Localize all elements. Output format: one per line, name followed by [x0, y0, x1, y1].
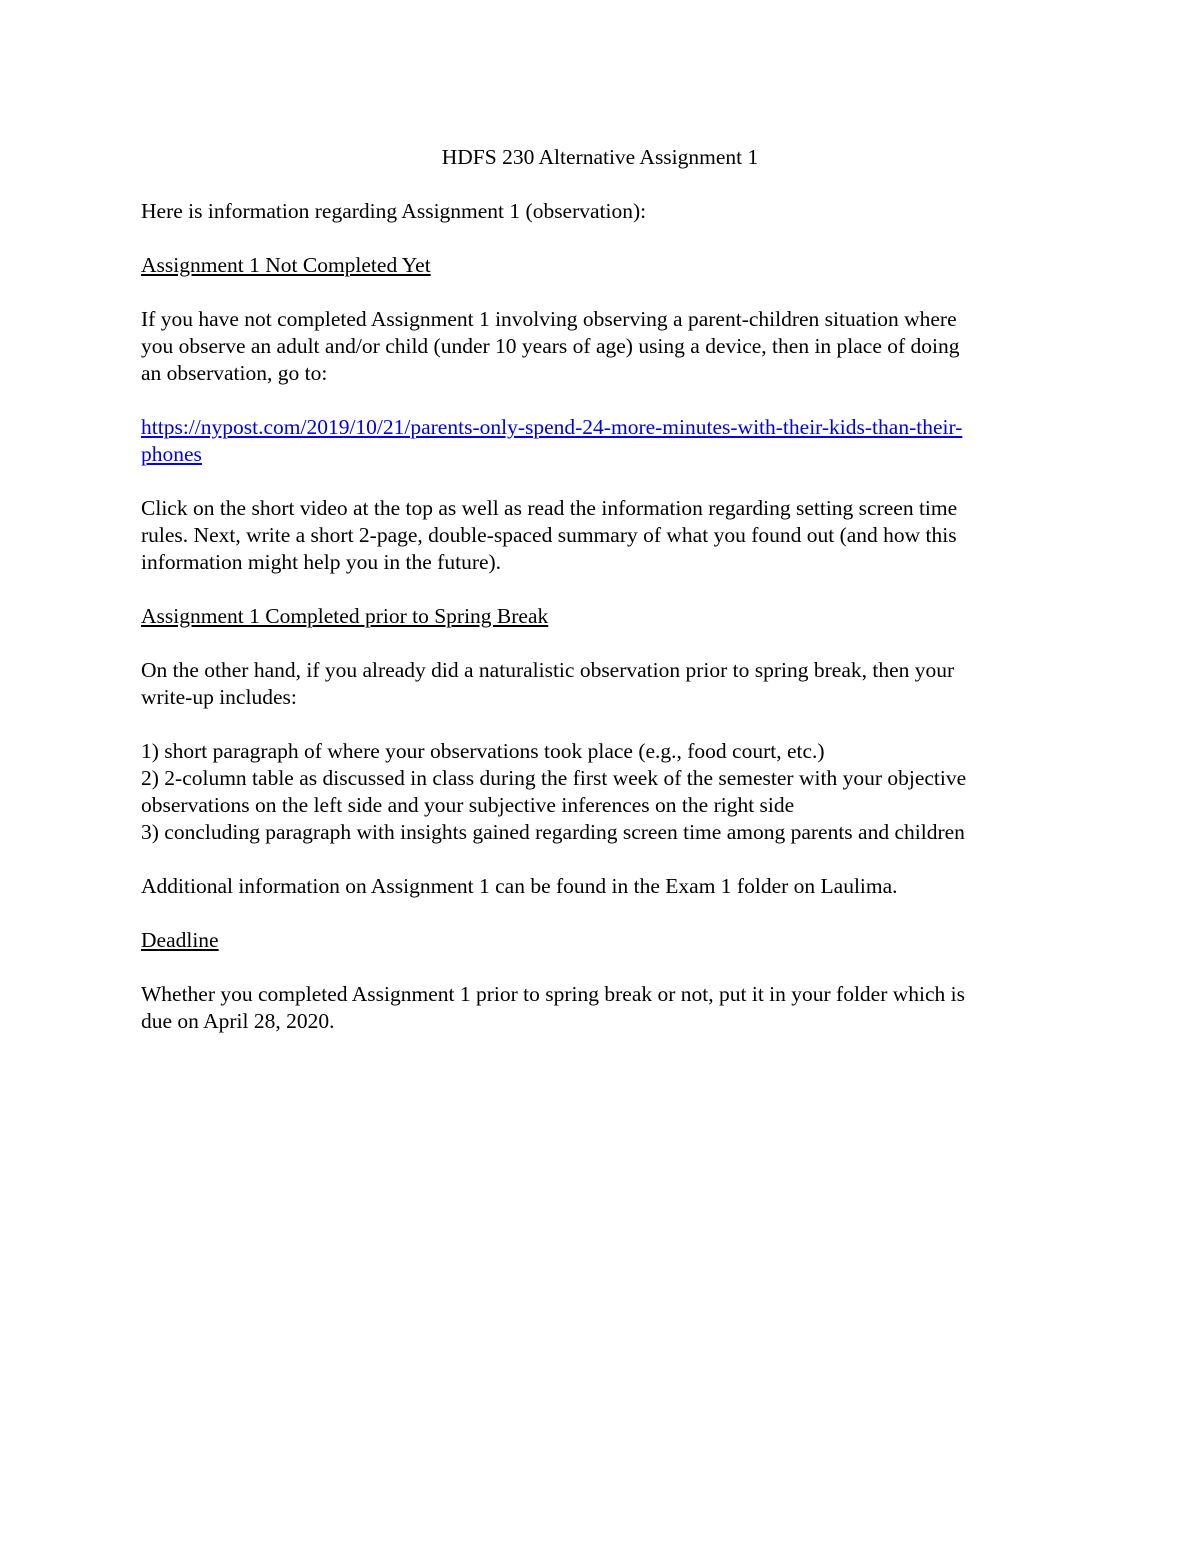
heading-not-completed: Assignment 1 Not Completed Yet — [141, 253, 431, 277]
instructions-line-1: Click on the short video at the top as well as read the information regarding setting screen time — [141, 496, 958, 520]
completed-line-2: write-up includes: — [141, 685, 297, 709]
instructions-line-2: rules. Next, write a short 2-page, double-spaced summary of what you found out (and how this — [141, 523, 957, 547]
deadline-line-1: Whether you completed Assignment 1 prior to spring break or not, put it in your folder which is — [141, 982, 966, 1006]
article-link-continued[interactable]: phones — [141, 442, 202, 466]
list-item-1: 1) short paragraph of where your observations took place (e.g., food court, etc.) — [141, 739, 825, 763]
not-completed-line-3: an observation, go to: — [141, 361, 328, 385]
heading-completed-prior: Assignment 1 Completed prior to Spring Break — [141, 604, 549, 628]
list-item-3: 3) concluding paragraph with insights gained regarding screen time among parents and children — [141, 820, 965, 844]
intro-text: Here is information regarding Assignment 1 (observation): — [141, 199, 647, 223]
article-link-line-2[interactable] — [141, 441, 1071, 468]
not-completed-line-1: If you have not completed Assignment 1 involving observing a parent-children situation where — [141, 307, 957, 331]
list-item-2: 2) 2-column table as discussed in class during the first week of the semester with your objective — [141, 766, 967, 790]
deadline-line-2: due on April 28, 2020. — [141, 1009, 335, 1033]
list-item-2-continued: observations on the left side and your subjective inferences on the right side — [141, 793, 795, 817]
additional-info: Additional information on Assignment 1 can be found in the Exam 1 folder on Laulima. — [141, 874, 898, 898]
instructions-line-3: information might help you in the future). — [141, 550, 502, 574]
document-title: HDFS 230 Alternative Assignment 1 — [441, 145, 759, 169]
article-link[interactable]: https://nypost.com/2019/10/21/parents-only-spend-24-more-minutes-with-their-kids-than-their- — [141, 415, 963, 439]
completed-line-1: On the other hand, if you already did a naturalistic observation prior to spring break, then your — [141, 658, 955, 682]
article-link-line-1[interactable] — [141, 414, 1071, 441]
not-completed-line-2: you observe an adult and/or child (under 10 years of age) using a device, then in place of doing — [141, 334, 960, 358]
heading-deadline: Deadline — [141, 928, 219, 952]
